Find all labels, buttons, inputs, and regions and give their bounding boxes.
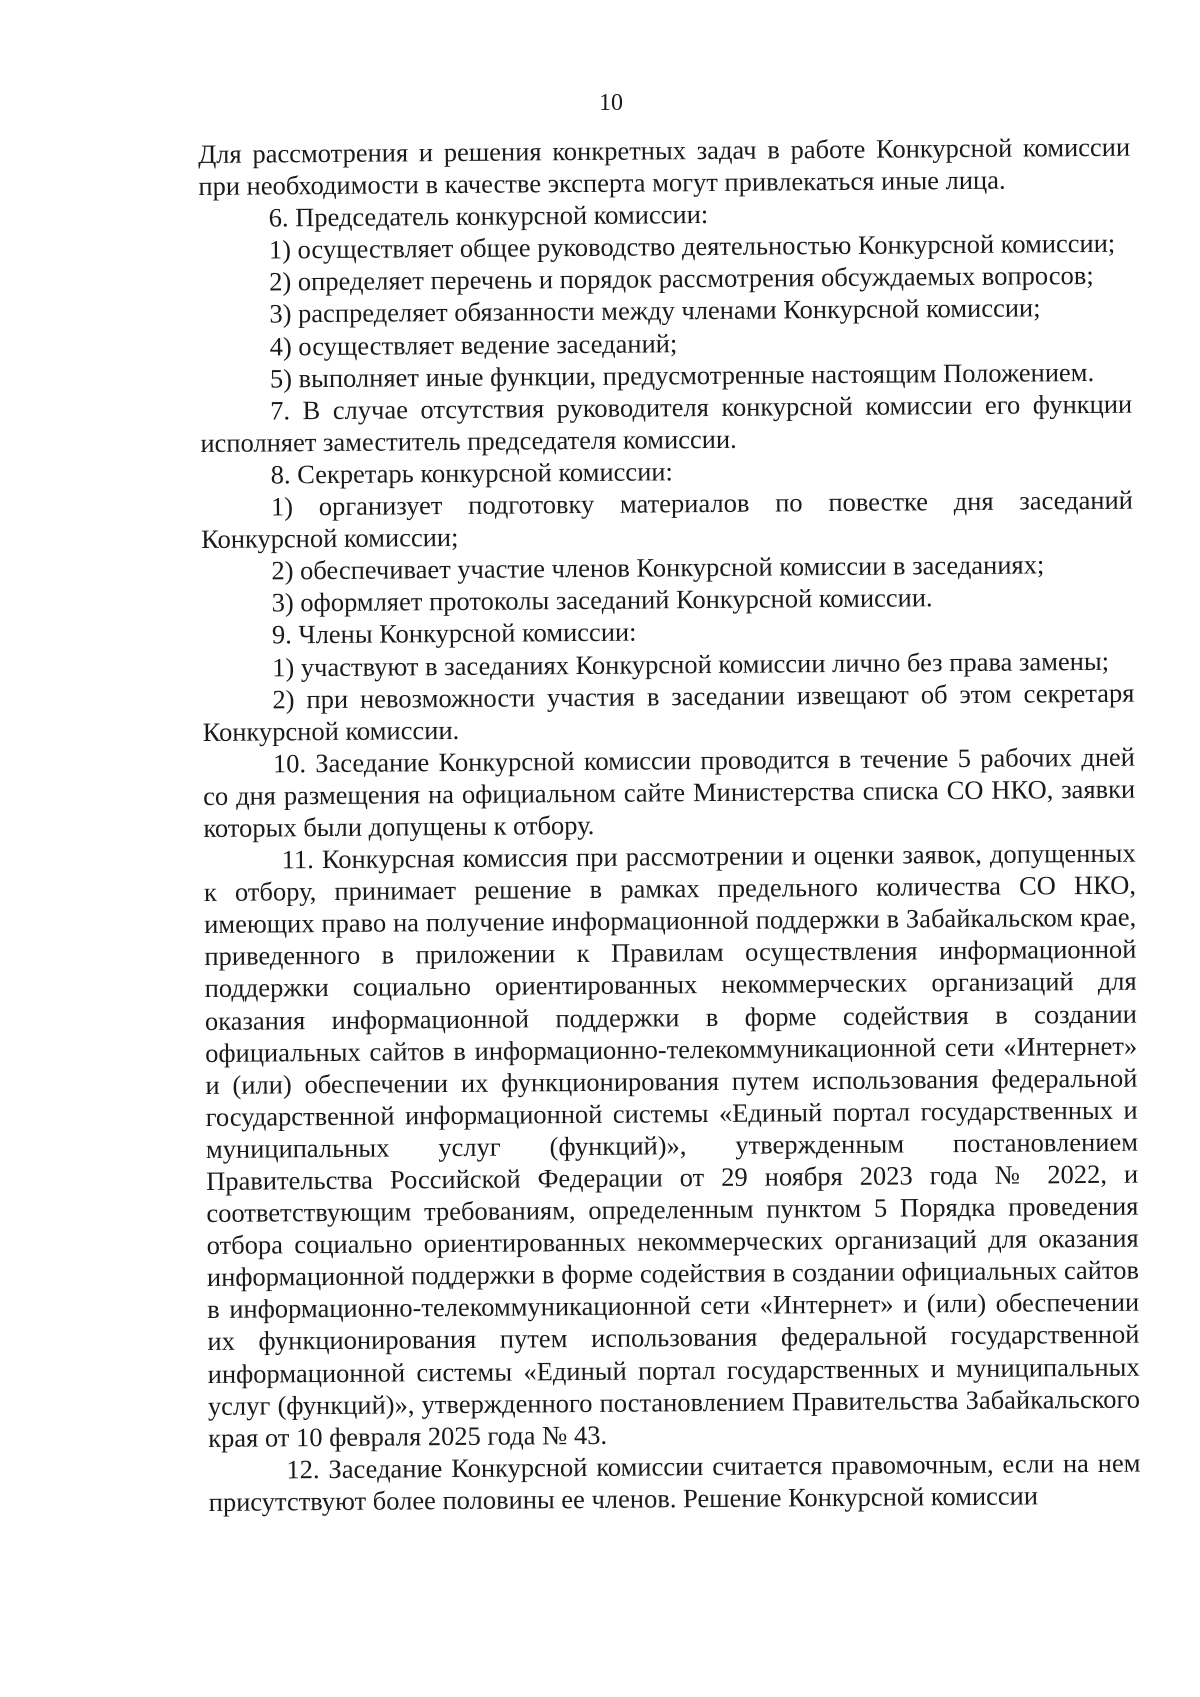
paragraph-experts: Для рассмотрения и решения конкретных задач в работе Конкурсной комиссии при необходимости в качестве эксперта могут привлекаться иные лица.: [198, 131, 1131, 202]
paragraph-members-item-2: 2) при невозможности участия в заседании извещают об этом секретаря Конкурсной комиссии.: [202, 677, 1135, 747]
paragraph-chairman-item-2: 2) определяет перечень и порядок рассмотрения обсуждаемых вопросов;: [269, 260, 1094, 297]
paragraph-secretary-item-1: 1) организует подготовку материалов по повестке дня заседаний Конкурсной комиссии;: [201, 484, 1133, 555]
paragraph-chairman-heading: 6. Председатель конкурсной комиссии:: [268, 199, 709, 233]
paragraph-chairman-item-5: 5) выполняет иные функции, предусмотренные настоящим Положением.: [269, 356, 1095, 394]
paragraph-members-heading: 9. Члены Конкурсной комиссии:: [271, 616, 637, 650]
page-number: 10: [599, 90, 623, 116]
paragraph-secretary-heading: 8. Секретарь конкурсной комиссии:: [270, 456, 673, 490]
paragraph-chairman-item-4: 4) осуществляет ведение заседаний;: [269, 327, 678, 362]
paragraph-commission-decision: 11. Конкурсная комиссия при рассмотрении и оценки заявок, допущенных к отбору, принимает решение в рамках предельного количества СО НКО, имеющих право на получение информационной поддержки в Забайкальском крае, приведенного в приложении к Правилам осуществления информационной поддержки социально ориентированных некоммерческих организаций для оказания информационной поддержки в форме содействия в создании официальных сайтов в информационно-телекоммуникационной сети «Интернет» и (или) обеспечении их функционирования путем использования федеральной государственной информационной системы «Единый портал государственных и муниципальных услуг (функций)», утвержденным постановлением Правительства Российской Федерации от 29 ноября 2023 года № 2022, и соответствующим требованиям, определенным пунктом 5 Порядка проведения отбора социально ориентированных некоммерческих организаций для оказания информационной поддержки в форме содействия в создании официальных сайтов в информационно-телекоммуникационной сети «Интернет» и (или) обеспечении их функционирования путем использования федеральной государственной информационной системы «Единый портал государственных и муниципальных услуг (функций)», утвержденного постановлением Правительства Забайкальского края от 10 февраля 2025 года № 43.: [203, 837, 1141, 1453]
paragraph-chairman-item-1: 1) осуществляет общее руководство деятельностью Конкурсной комиссии;: [268, 228, 1116, 265]
document-body: [198, 131, 1141, 1518]
paragraph-members-item-1: 1) участвуют в заседаниях Конкурсной комиссии лично без права замены;: [272, 645, 1110, 682]
paragraph-meeting-period: 10. Заседание Конкурсной комиссии проводится в течение 5 рабочих дней со дня размещения на официальном сайте Министерства списка СО НКО, заявки которых были допущены к отбору.: [203, 741, 1136, 843]
paragraph-secretary-item-2: 2) обеспечивает участие членов Конкурсной комиссии в заседаниях;: [271, 549, 1045, 586]
paragraph-deputy: 7. В случае отсутствия руководителя конкурсной комиссии его функции исполняет заместитель председателя комиссии.: [200, 388, 1133, 458]
paragraph-quorum: 12. Заседание Конкурсной комиссии считается правомочным, если на нем присутствуют более половины ее членов. Решение Конкурсной комиссии: [208, 1447, 1141, 1517]
paragraph-chairman-item-3: 3) распределяет обязанности между членами Конкурсной комиссии;: [269, 292, 1041, 329]
paragraph-secretary-item-3: 3) оформляет протоколы заседаний Конкурсной комиссии.: [271, 582, 933, 618]
